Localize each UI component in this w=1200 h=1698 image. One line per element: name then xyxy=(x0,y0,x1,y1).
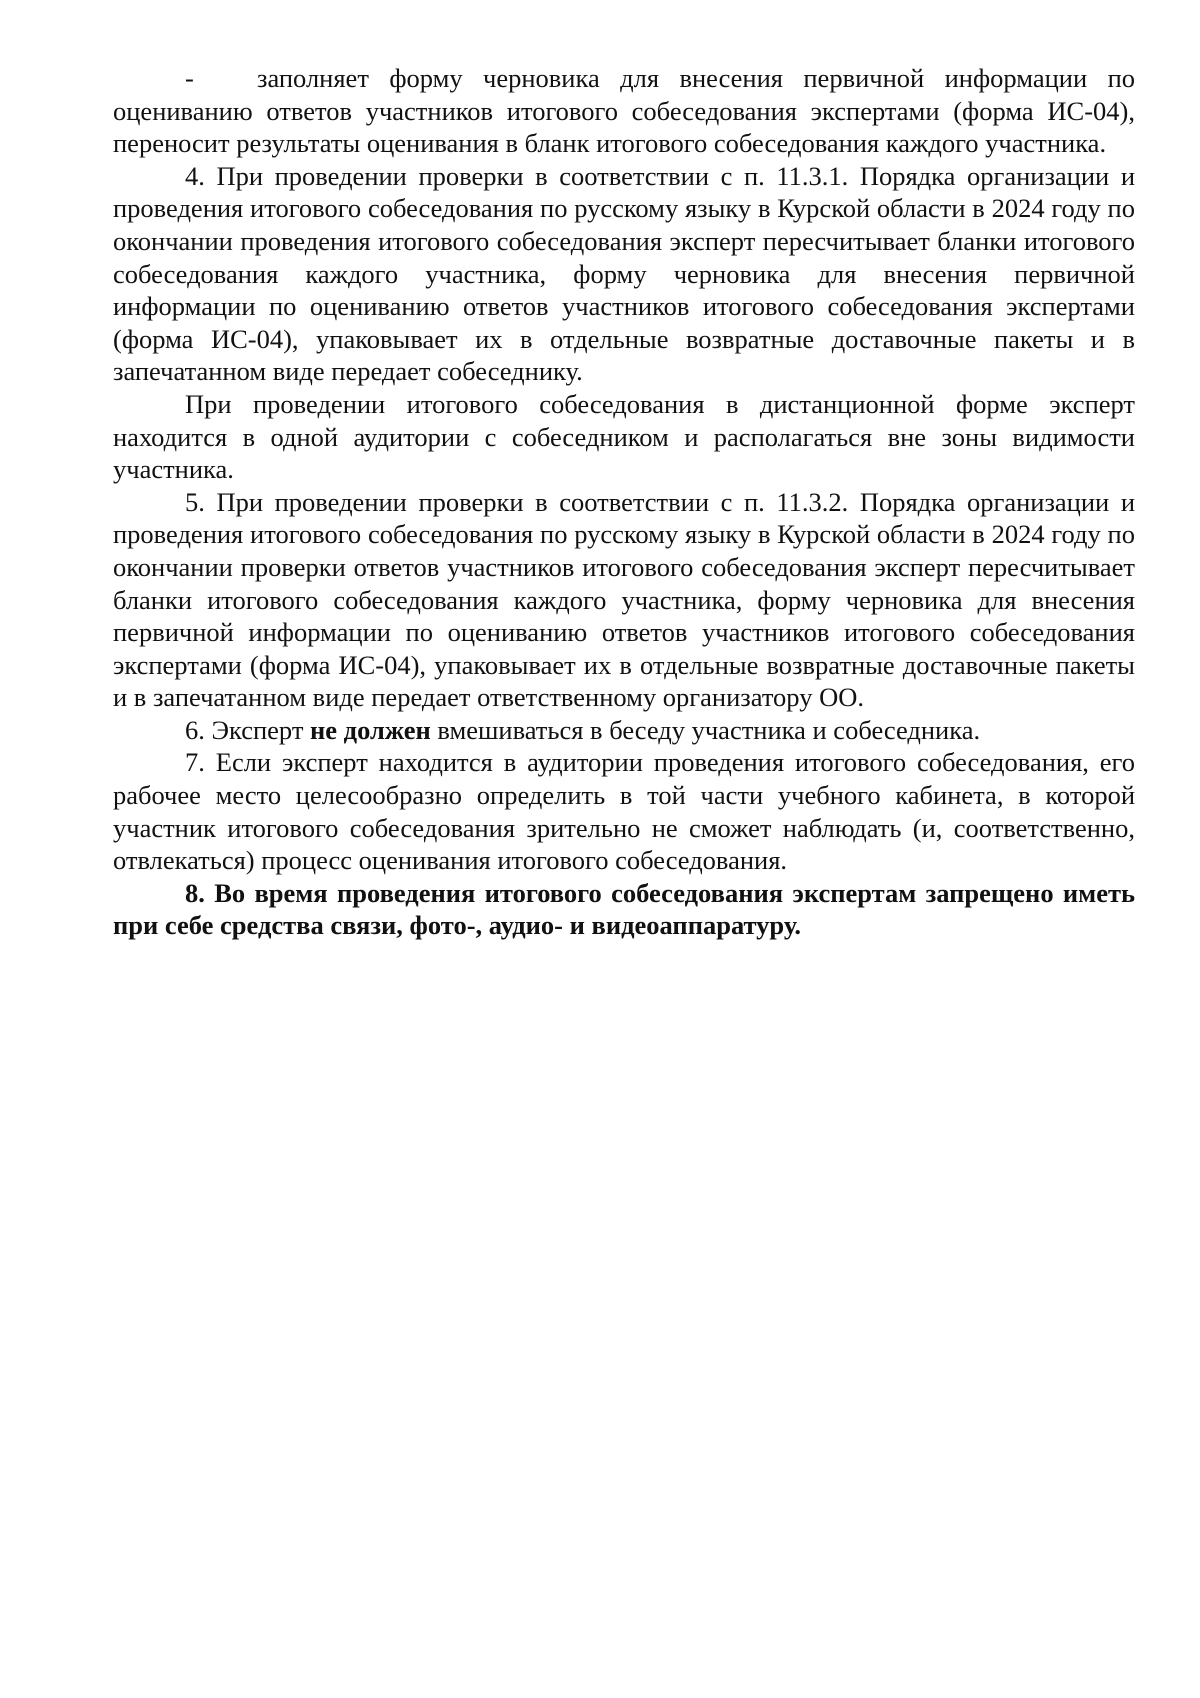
paragraph-6-end: вмешиваться в беседу участника и собеседника. xyxy=(430,714,981,745)
bullet-paragraph xyxy=(113,62,1135,160)
paragraph-8-bold: 8. Во время проведения итогового собеседования экспертам запрещено иметь при себе средства связи, фото-, аудио- и видеоаппаратуру. xyxy=(113,877,1135,941)
paragraph-5: 5. При проведении проверки в соответствии с п. 11.3.2. Порядка организации и проведения итогового собеседования по русскому языку в Курской области в 2024 году по окончании проверки ответов участников итогового собеседования эксперт пересчитывает бланки итогового собеседования каждого участника, форму черновика для внесения первичной информации по оцениванию ответов участников итогового собеседования экспертами (форма ИС-04), упаковывает их в отдельные возвратные доставочные пакеты и в запечатанном виде передает ответственному организатору ОО. xyxy=(113,486,1135,713)
paragraph-6 xyxy=(113,714,1135,747)
paragraph-7: 7. Если эксперт находится в аудитории проведения итогового собеседования, его рабочее место целесообразно определить в той части учебного кабинета, в которой участник итогового собеседования зрительно не сможет наблюдать (и, соответственно, отвлекаться) процесс оценивания итогового собеседования. xyxy=(113,747,1135,876)
document-body xyxy=(113,62,1135,942)
paragraph-6-emphasis: не должен xyxy=(310,714,431,745)
bullet-text: заполняет форму черновика для внесения первичной информации по оцениванию ответов участников итогового собеседования экспертами (форма ИС-04), переносит результаты оценивания в бланк итогового собеседования каждого участника. xyxy=(113,63,1135,159)
paragraph-4: 4. При проведении проверки в соответствии с п. 11.3.1. Порядка организации и проведения итогового собеседования по русскому языку в Курской области в 2024 году по окончании проведения итогового собеседования эксперт пересчитывает бланки итогового собеседования каждого участника, форму черновика для внесения первичной информации по оцениванию ответов участников итогового собеседования экспертами (форма ИС-04), упаковывает их в отдельные возвратные доставочные пакеты и в запечатанном виде передает собеседнику. xyxy=(113,160,1135,387)
paragraph-6-start: 6. Эксперт xyxy=(185,714,311,745)
bullet-dash: - xyxy=(185,63,194,93)
paragraph-distance-form: При проведении итогового собеседования в дистанционной форме эксперт находится в одной аудитории с собеседником и располагаться вне зоны видимости участника. xyxy=(113,388,1135,485)
